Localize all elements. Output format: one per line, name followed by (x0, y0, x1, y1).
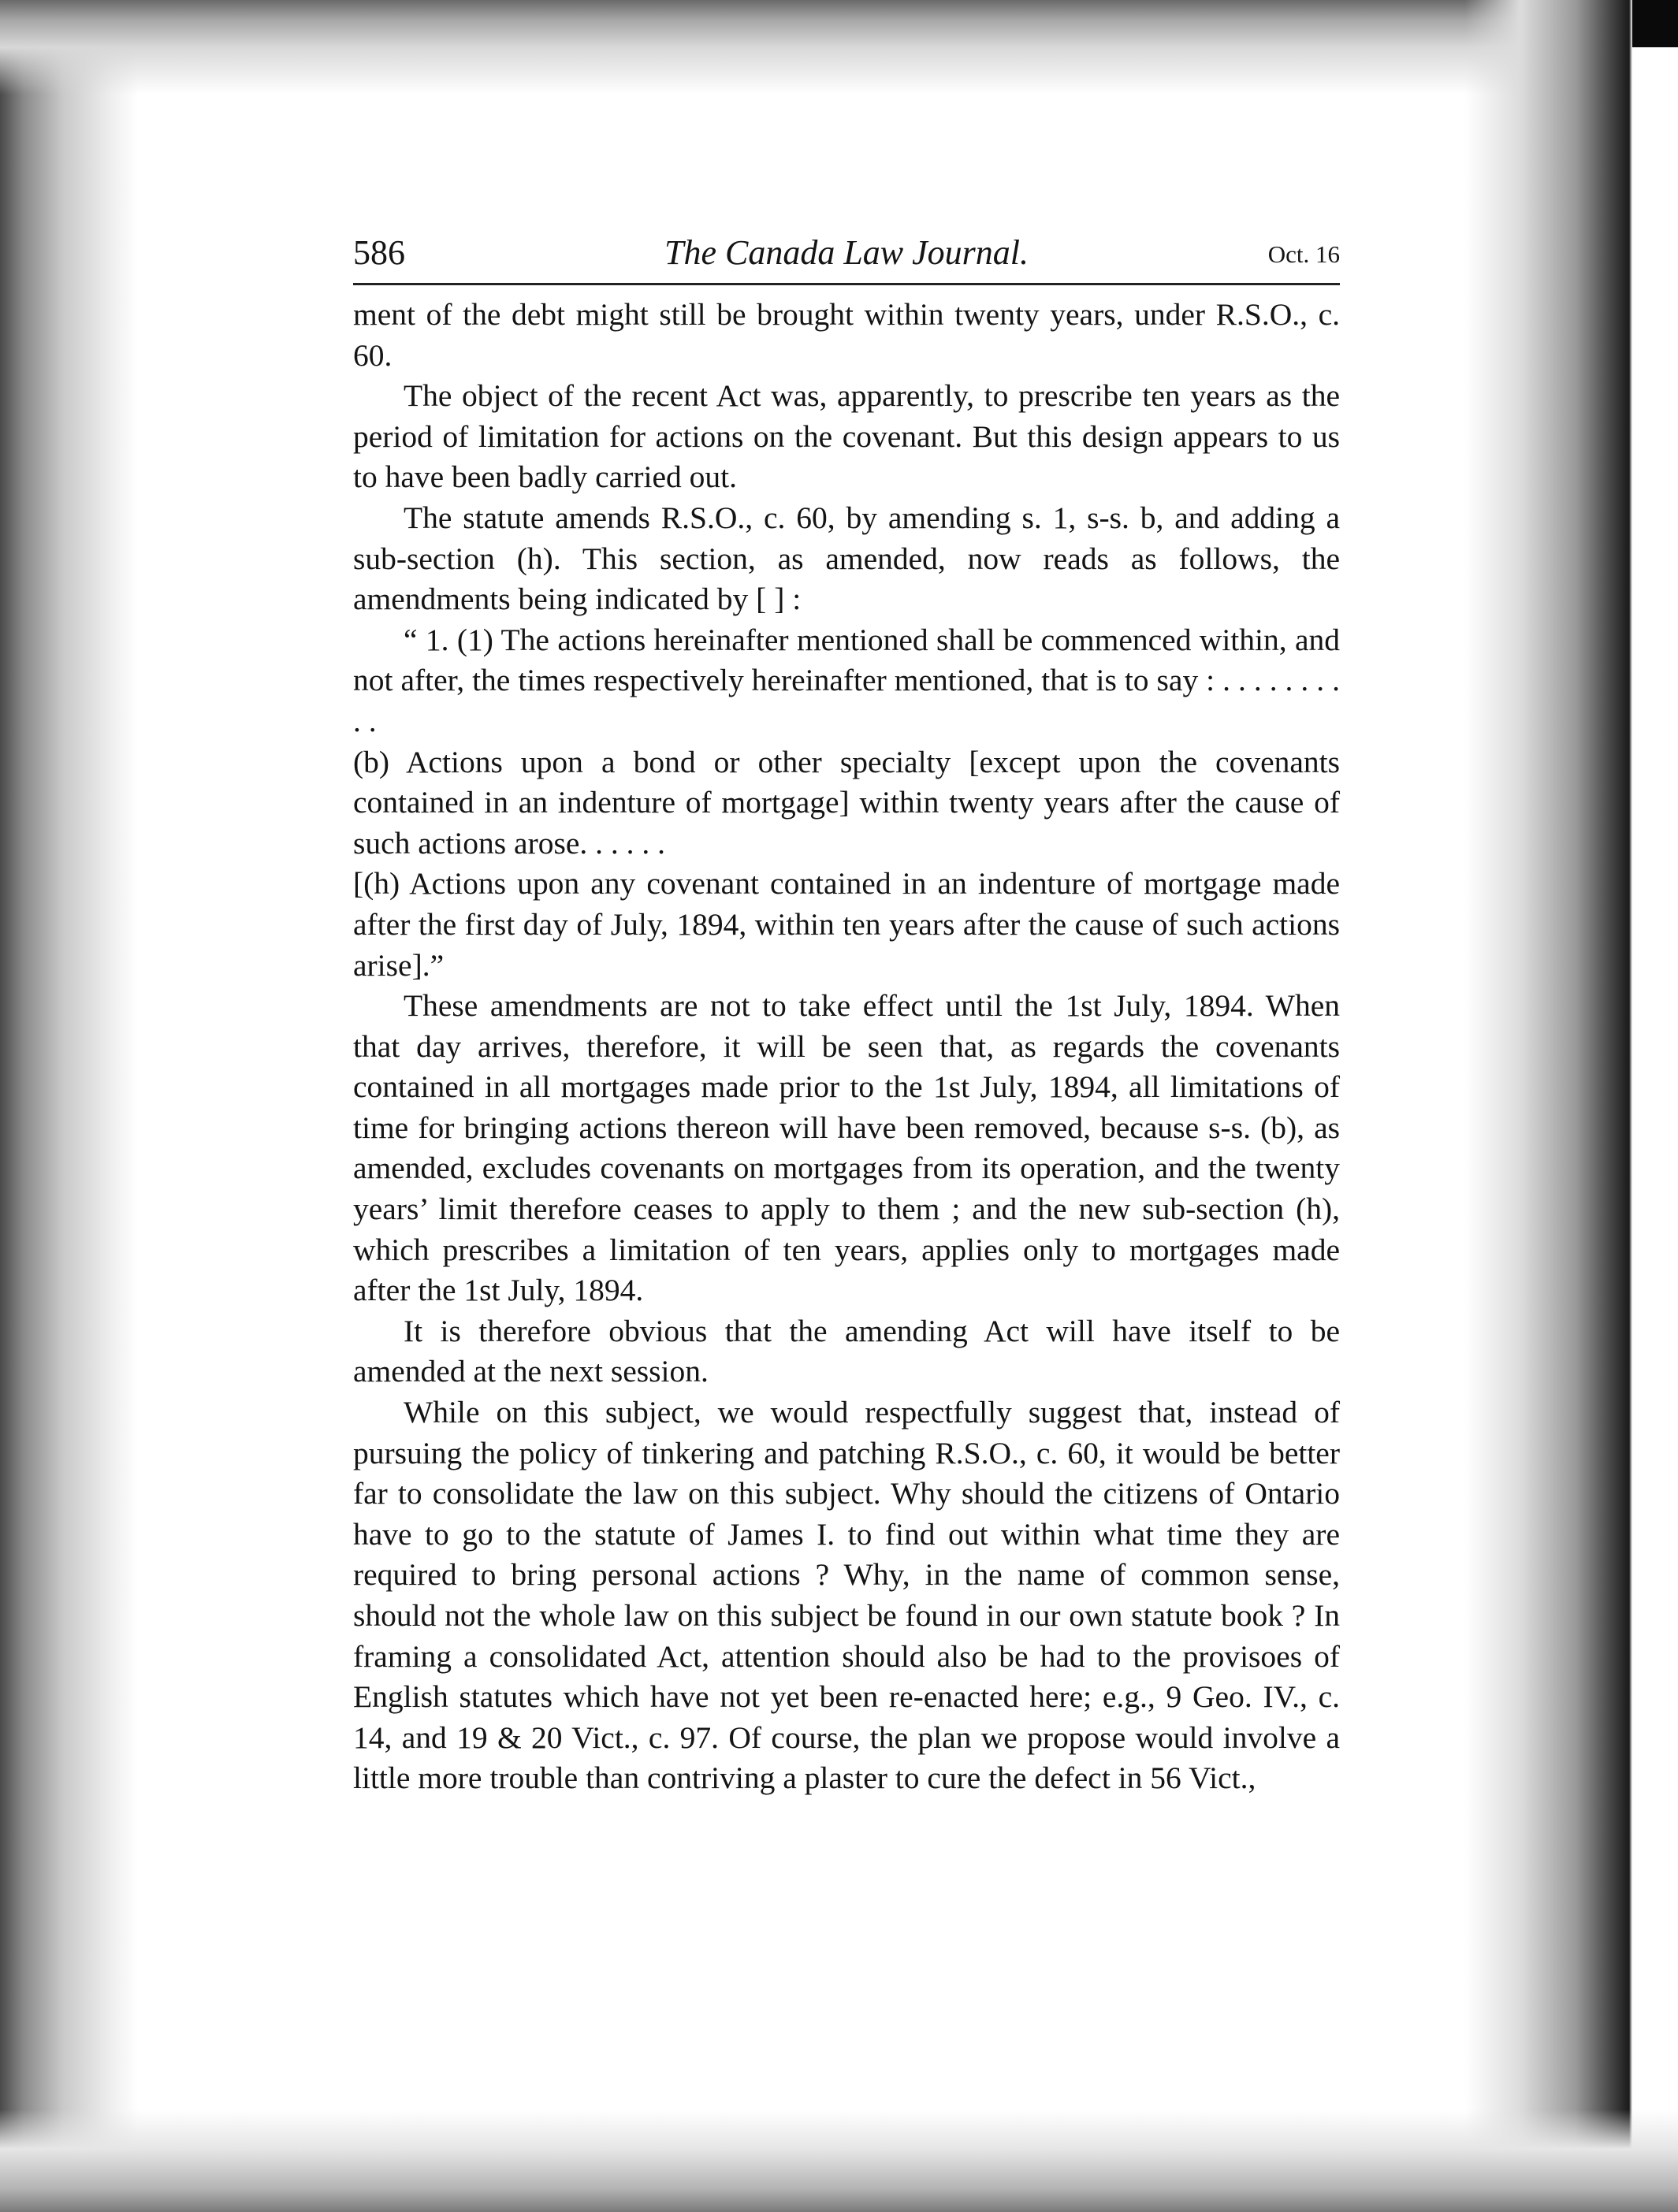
paragraph-object-of-act: The object of the recent Act was, apparently, to prescribe ten years as the period of limitation for actions on the covenant. But this design appears to us to have been badly carried out. (353, 378, 1340, 495)
paragraph-statute-amends: The statute amends R.S.O., c. 60, by amending s. 1, s-s. b, and adding a sub-section (h). This section, as amended, now reads as follows, the amendments being indicated by [ ] : (353, 500, 1340, 617)
journal-title: The Canada Law Journal. (664, 233, 1029, 272)
scan-edge-bottom (0, 2110, 1678, 2212)
paragraph-suggestion: While on this subject, we would respectfully suggest that, instead of pursuing the policy of tinkering and patching R.S.O., c. 60, it would be better far to consolidate the law on this subject. Why should the citizens of Ontario have to go to the statute of James I. to find out within what time they are required to bring personal actions ? Why, in the name of common sense, should not the whole law on this subject be found in our own statute book ? In framing a consolidated Act, attention should also be had to the provisoes of English statutes which have not yet been re-enacted here; e.g., 9 Geo. IV., c. 14, and 19 & 20 Vict., c. 97. Of course, the plan we propose would involve a little more trouble than contriving a plaster to cure the defect in 56 Vict., (353, 1395, 1340, 1796)
paragraph-amendments-effect: These amendments are not to take effect until the 1st July, 1894. When that day arrives, therefore, it will be seen that, as regards the covenants contained in all mortgages made prior to the 1st July, 1894, all limitations of time for bringing actions thereon will have been removed, because s-s. (b), as amended, excludes covenants on mortgages from its operation, and the twenty years’ limit therefore ceases to apply to them ; and the new sub-section (h), which prescribes a limitation of ten years, applies only to mortgages made after the 1st July, 1894. (353, 988, 1340, 1308)
quoted-subsection-h: [(h) Actions upon any covenant contained in an indenture of mortgage made after the first day of July, 1894, within ten years after the cause of such actions arise].” (353, 866, 1340, 983)
article-body (353, 295, 1340, 1799)
scan-edge-top (0, 0, 1678, 95)
paragraph-obvious: It is therefore obvious that the amending Act will have itself to be amended at the next session. (353, 1313, 1340, 1389)
quoted-subsection-b: (b) Actions upon a bond or other specialty [except upon the covenants contained in an indenture of mortgage] within twenty years after the cause of such actions arose. . . . . . (353, 744, 1340, 861)
scan-edge-right (1465, 0, 1678, 2212)
page-number: 586 (353, 233, 405, 272)
quoted-section-1: “ 1. (1) The actions hereinafter mentioned shall be commenced within, and not after, the times respectively hereinafter mentioned, that is to say : . . . . . . . . . . (353, 622, 1340, 738)
scan-corner-shadow (1632, 0, 1678, 47)
issue-date: Oct. 16 (1267, 240, 1340, 268)
scan-edge-left (0, 0, 138, 2212)
running-head (353, 232, 1340, 285)
paragraph-continuation: ment of the debt might still be brought within twenty years, under R.S.O., c. 60. (353, 297, 1340, 373)
document-page (353, 232, 1340, 1799)
